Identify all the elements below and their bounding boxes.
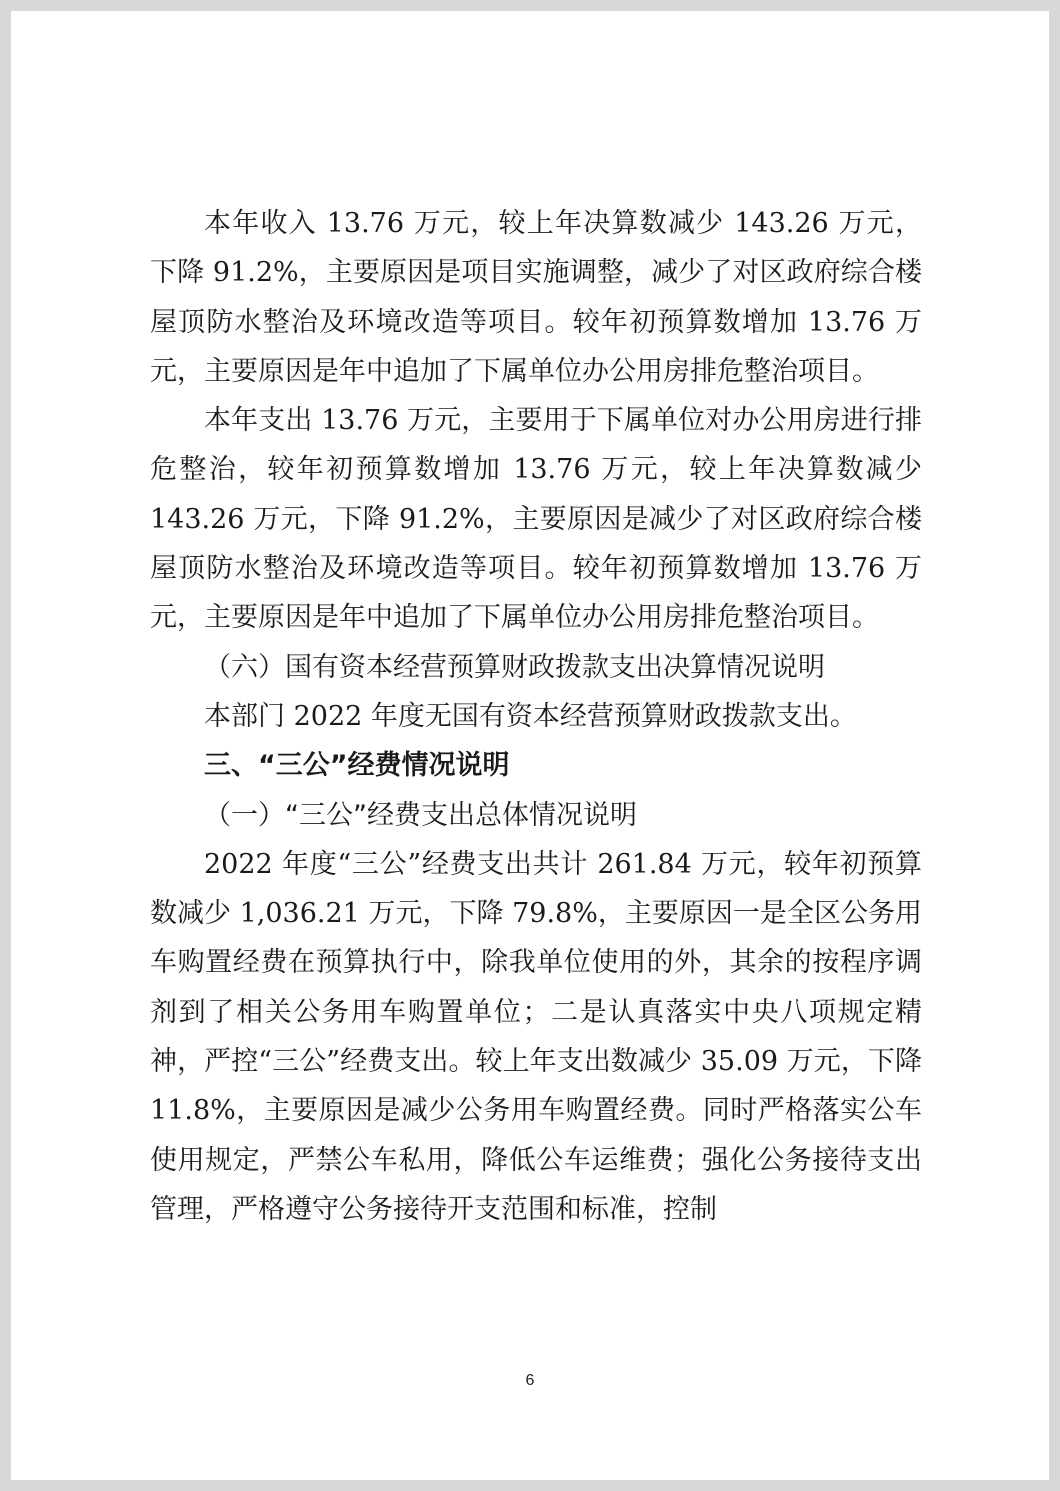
paragraph-three-public-overview: 2022 年度“三公”经费支出共计 261.84 万元，较年初预算数减少 1,036.21 万元，下降 79.8%，主要原因一是全区公务用车购置经费在预算执行中，除我单位使用的外，其余的按程序调剂到了相关公务用车购置单位；二是认真落实中央八项规定精神，严控“三公”经费支出。较上年支出数减少 35.09 万元，下降 11.8%，主要原因是减少公务用车购置经费。同时严格落实公车使用规定，严禁公车私用，降低公车运维费；强化公务接待支出管理，严格遵守公务接待开支范围和标准，控制 — [150, 848, 922, 1225]
subsection-heading-overview: （一）“三公”经费支出总体情况说明 — [204, 799, 637, 831]
section-heading-three-public: 三、“三公”经费情况说明 — [204, 750, 510, 782]
paragraph-expenditure: 本年支出 13.76 万元，主要用于下属单位对办公用房进行排危整治，较年初预算数增加 13.76 万元，较上年决算数减少 143.26 万元，下降 91.2%，主要原因是减少了对区政府综合楼屋顶防水整治及环境改造等项目。较年初预算数增加 13.76 万元，主要原因是年中追加了下属单位办公用房排危整治项目。 — [150, 405, 922, 634]
paragraph-income: 本年收入 13.76 万元，较上年决算数减少 143.26 万元，下降 91.2%，主要原因是项目实施调整，减少了对区政府综合楼屋顶防水整治及环境改造等项目。较年初预算数增加 13.76 万元，主要原因是年中追加了下属单位办公用房排危整治项目。 — [150, 208, 922, 387]
document-page — [150, 199, 922, 1234]
page-number: 6 — [525, 1372, 535, 1389]
section-heading-state-capital: （六）国有资本经营预算财政拨款支出决算情况说明 — [204, 651, 825, 683]
paragraph-state-capital: 本部门 2022 年度无国有资本经营预算财政拨款支出。 — [204, 700, 857, 732]
